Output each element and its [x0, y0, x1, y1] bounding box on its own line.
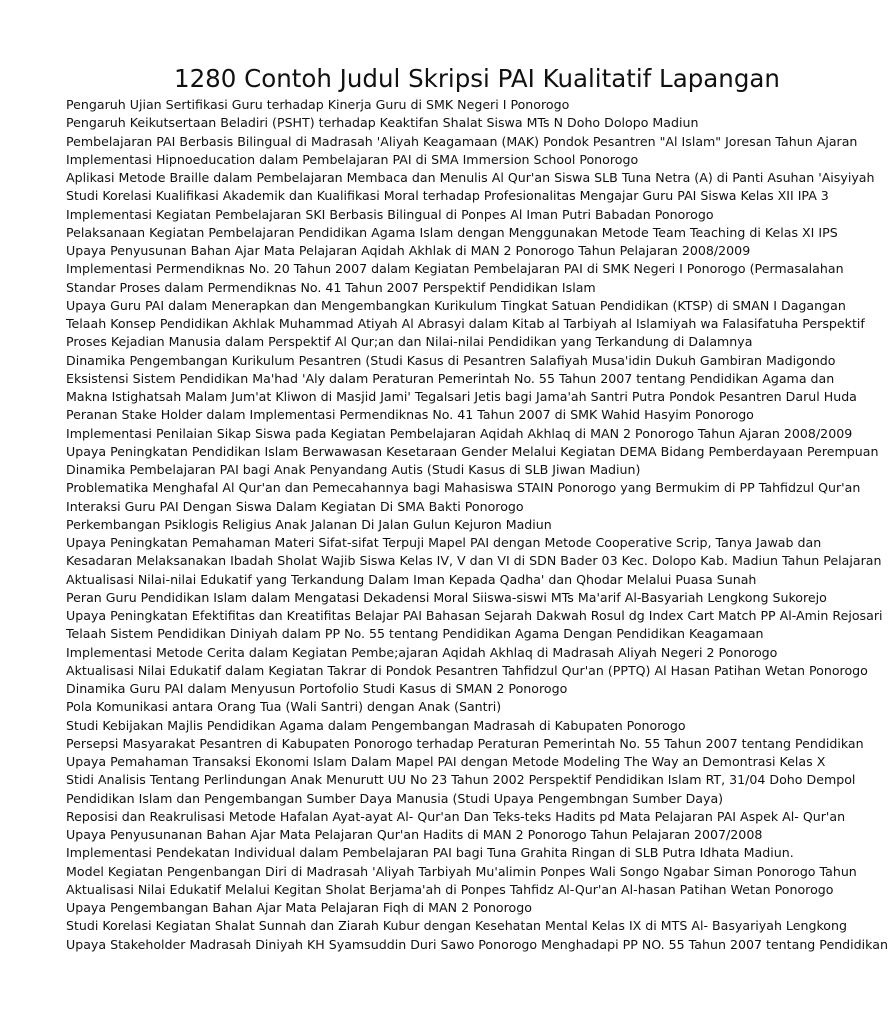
thesis-title-item: Stidi Analisis Tentang Perlindungan Anak Menurutt UU No 23 Tahun 2002 Perspektif Pendidikan Islam RT, 31/04 Doho Dempol	[66, 772, 856, 788]
thesis-title-item: Aktualisasi Nilai Edukatif Melalui Kegitan Sholat Berjama'ah di Ponpes Tahfidz Al-Qur'an Al-hasan Patihan Wetan Ponorogo	[66, 881, 834, 897]
thesis-title-item: Implementasi Hipnoeducation dalam Pembelajaran PAI di SMA Immersion School Ponorogo	[66, 151, 639, 167]
thesis-title-item: Upaya Pengembangan Bahan Ajar Mata Pelajaran Fiqh di MAN 2 Ponorogo	[66, 900, 532, 915]
thesis-title-item: Pengaruh Keikutsertaan Beladiri (PSHT) terhadap Keaktifan Shalat Siswa MTs N Doho Dolopo Madiun	[66, 115, 699, 131]
thesis-title-item: Implementasi Penilaian Sikap Siswa pada Kegiatan Pembelajaran Aqidah Akhlaq di MAN 2 Ponorogo Tahun Ajaran 2008/2009	[66, 425, 853, 441]
thesis-title-item: Makna Istighatsah Malam Jum'at Kliwon di Masjid Jami' Tegalsari Jetis bagi Jama'ah Santri Putra Pondok Pesantren Darul Huda	[66, 389, 857, 404]
thesis-title-item: Implementasi Metode Cerita dalam Kegiatan Pembe;ajaran Aqidah Akhlaq di Madrasah Aliyah Negeri 2 Ponorogo	[66, 644, 778, 660]
thesis-title-item: Dinamika Guru PAI dalam Menyusun Portofolio Studi Kasus di SMAN 2 Ponorogo	[66, 681, 568, 696]
thesis-title-item: Eksistensi Sistem Pendidikan Ma'had 'Aly dalam Peraturan Pemerintah No. 55 Tahun 2007 tentang Pendidikan Agama dan	[66, 370, 835, 386]
thesis-title-item: Proses Kejadian Manusia dalam Perspektif Al Qur;an dan Nilai-nilai Pendidikan yang Terkandung di Dalamnya	[66, 334, 753, 350]
thesis-title-item: Standar Proses dalam Permendiknas No. 41 Tahun 2007 Perspektif Pendidikan Islam	[66, 279, 596, 295]
thesis-title-item: Studi Korelasi Kegiatan Shalat Sunnah dan Ziarah Kubur dengan Kesehatan Mental Kelas IX di MTS Al- Basyariyah Lengkong	[66, 918, 847, 934]
thesis-title-item: Pelaksanaan Kegiatan Pembelajaran Pendidikan Agama Islam dengan Menggunakan Metode Team Teaching di Kelas XI IPS	[66, 224, 838, 240]
thesis-title-item: Pengaruh Ujian Sertifikasi Guru terhadap Kinerja Guru di SMK Negeri I Ponorogo	[66, 97, 570, 112]
thesis-title-item: Peran Guru Pendidikan Islam dalam Mengatasi Dekadensi Moral Siiswa-siswi MTs Ma'arif Al-Basyariah Lengkong Sukorejo	[66, 589, 827, 605]
thesis-title-item: Model Kegiatan Pengenbangan Diri di Madrasah 'Aliyah Tarbiyah Mu'alimin Ponpes Wali Songo Ngabar Siman Ponorogo Tahun	[66, 863, 857, 879]
thesis-title-item: Kesadaran Melaksanakan Ibadah Sholat Wajib Siswa Kelas IV, V dan VI di SDN Bader 03 Kec. Dolopo Kab. Madiun Tahun Pelajaran	[66, 553, 882, 569]
thesis-title-item: Upaya Pemahaman Transaksi Ekonomi Islam Dalam Mapel PAI dengan Metode Modeling The Way an Demontrasi Kelas X	[66, 754, 826, 769]
thesis-title-item: Upaya Penyusunanan Bahan Ajar Mata Pelajaran Qur'an Hadits di MAN 2 Ponorogo Tahun Pelajaran 2007/2008	[66, 827, 763, 842]
thesis-title-item: Telaah Konsep Pendidikan Akhlak Muhammad Atiyah Al Abrasyi dalam Kitab al Tarbiyah al Islamiyah wa Falasifatuha Perspektif	[66, 316, 865, 331]
thesis-title-item: Aktualisasi Nilai-nilai Edukatif yang Terkandung Dalam Iman Kepada Qadha' dan Qhodar Melalui Puasa Sunah	[66, 571, 757, 587]
thesis-title-item: Telaah Sistem Pendidikan Diniyah dalam PP No. 55 tentang Pendidikan Agama Dengan Pendidikan Keagamaan	[66, 626, 764, 642]
thesis-title-item: Interaksi Guru PAI Dengan Siswa Dalam Kegiatan Di SMA Bakti Ponorogo	[66, 498, 524, 514]
thesis-title-item: Dinamika Pembelajaran PAI bagi Anak Penyandang Autis (Studi Kasus di SLB Jiwan Madiun)	[66, 462, 641, 477]
thesis-title-item: Peranan Stake Holder dalam Implementasi Permendiknas No. 41 Tahun 2007 di SMK Wahid Hasyim Ponorogo	[66, 407, 754, 423]
thesis-title-item: Aplikasi Metode Braille dalam Pembelajaran Membaca dan Menulis Al Qur'an Siswa SLB Tuna Netra (A) di Panti Asuhan 'Aisyiyah	[66, 170, 875, 185]
thesis-title-item: Studi Korelasi Kualifikasi Akademik dan Kualifikasi Moral terhadap Profesionalitas Mengajar Guru PAI Siswa Kelas XII IPA 3	[66, 188, 829, 204]
thesis-title-item: Upaya Peningkatan Pemahaman Materi Sifat-sifat Terpuji Mapel PAI dengan Metode Cooperative Scrip, Tanya Jawab dan	[66, 535, 822, 550]
thesis-title-item: Upaya Stakeholder Madrasah Diniyah KH Syamsuddin Duri Sawo Ponorogo Menghadapi PP NO. 55 Tahun 2007 tentang Pendidikan	[66, 936, 888, 952]
thesis-title-item: Upaya Peningkatan Pendidikan Islam Berwawasan Kesetaraan Gender Melalui Kegiatan DEMA Bidang Pemberdayaan Perempuan	[66, 443, 879, 459]
thesis-title-list	[66, 96, 888, 954]
thesis-title-item: Pola Komunikasi antara Orang Tua (Wali Santri) dengan Anak (Santri)	[66, 699, 502, 715]
thesis-title-item: Problematika Menghafal Al Qur'an dan Pemecahannya bagi Mahasiswa STAIN Ponorogo yang Bermukim di PP Tahfidzul Qur'an	[66, 480, 861, 496]
thesis-title-item: Implementasi Pendekatan Individual dalam Pembelajaran PAI bagi Tuna Grahita Ringan di SLB Putra Idhata Madiun.	[66, 845, 794, 861]
thesis-title-item: Implementasi Permendiknas No. 20 Tahun 2007 dalam Kegiatan Pembelajaran PAI di SMK Negeri I Ponorogo (Permasalahan	[66, 261, 844, 277]
thesis-title-item: Pendidikan Islam dan Pengembangan Sumber Daya Manusia (Studi Upaya Pengembngan Sumber Daya)	[66, 790, 724, 806]
thesis-title-item: Dinamika Pengembangan Kurikulum Pesantren (Studi Kasus di Pesantren Salafiyah Musa'idin Dukuh Gambiran Madigondo	[66, 352, 836, 368]
thesis-title-item: Persepsi Masyarakat Pesantren di Kabupaten Ponorogo terhadap Peraturan Pemerintah No. 55 Tahun 2007 tentang Pendidikan	[66, 735, 864, 751]
thesis-title-item: Pembelajaran PAI Berbasis Bilingual di Madrasah 'Aliyah Keagamaan (MAK) Pondok Pesantren "Al Islam" Joresan Tahun Ajaran	[66, 133, 858, 149]
thesis-title-item: Upaya Penyusunan Bahan Ajar Mata Pelajaran Aqidah Akhlak di MAN 2 Ponorogo Tahun Pelajaran 2008/2009	[66, 243, 751, 258]
thesis-title-item: Studi Kebijakan Majlis Pendidikan Agama dalam Pengembangan Madrasah di Kabupaten Ponorogo	[66, 717, 686, 733]
document-title: 1280 Contoh Judul Skripsi PAI Kualitatif Lapangan	[174, 64, 780, 93]
thesis-title-item: Upaya Guru PAI dalam Menerapkan dan Mengembangkan Kurikulum Tingkat Satuan Pendidikan (KTSP) di SMAN I Dagangan	[66, 297, 846, 313]
thesis-title-item: Perkembangan Psiklogis Religius Anak Jalanan Di Jalan Gulun Kejuron Madiun	[66, 516, 552, 532]
thesis-title-item: Aktualisasi Nilai Edukatif dalam Kegiatan Takrar di Pondok Pesantren Tahfidzul Qur'an (PPTQ) Al Hasan Patihan Wetan Ponorogo	[66, 662, 868, 678]
thesis-title-item: Implementasi Kegiatan Pembelajaran SKI Berbasis Bilingual di Ponpes Al Iman Putri Babadan Ponorogo	[66, 206, 714, 222]
thesis-title-item: Upaya Peningkatan Efektifitas dan Kreatifitas Belajar PAI Bahasan Sejarah Dakwah Rosul dg Index Cart Match PP Al-Amin Rejosari	[66, 608, 883, 623]
thesis-title-item: Reposisi dan Reakrulisasi Metode Hafalan Ayat-ayat Al- Qur'an Dan Teks-teks Hadits pd Mata Pelajaran PAI Aspek Al- Qur'an	[66, 808, 846, 824]
